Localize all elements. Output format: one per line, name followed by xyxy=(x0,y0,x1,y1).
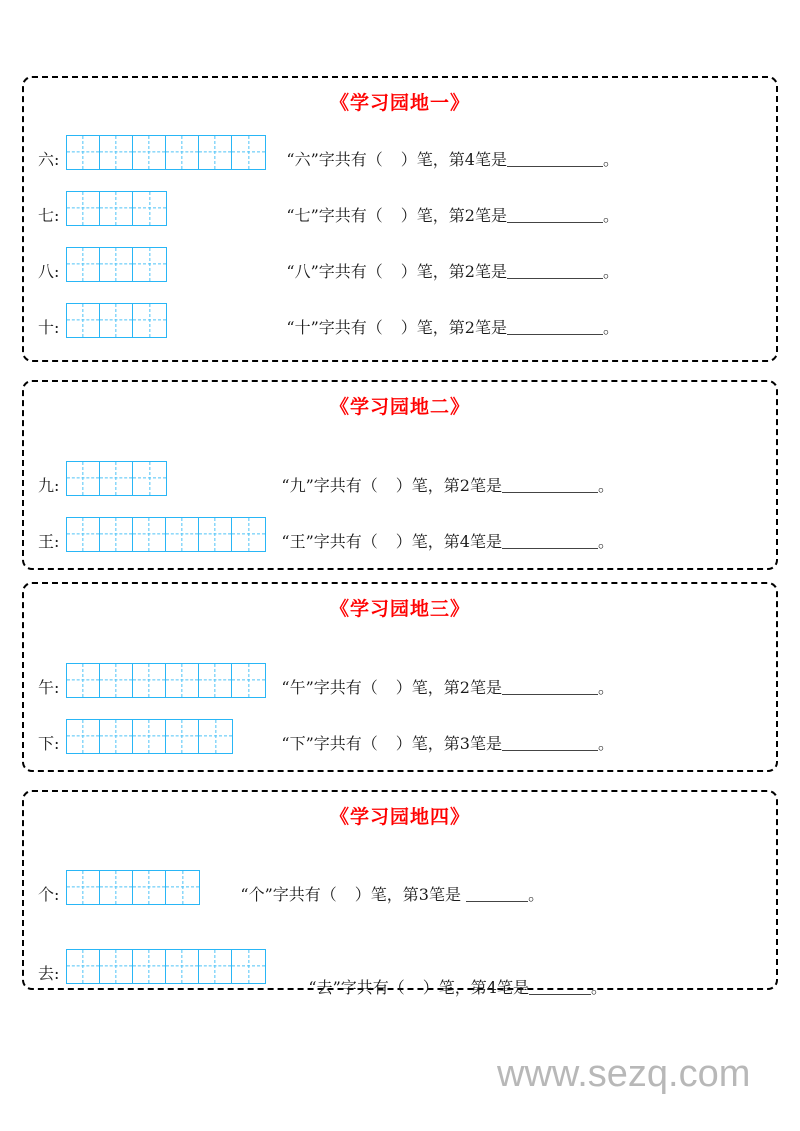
grid-cell xyxy=(67,248,100,281)
grid-cell xyxy=(133,720,166,753)
grid-cell xyxy=(133,518,166,551)
grid-cell xyxy=(67,192,100,225)
row-character-label: 下: xyxy=(38,733,60,753)
grid-cell xyxy=(100,664,133,697)
row-character-label: 去: xyxy=(38,963,60,983)
question-prefix: “个”字共有（ xyxy=(240,884,337,904)
grid-cell xyxy=(166,136,199,169)
grid-cell xyxy=(232,136,265,169)
practice-row xyxy=(24,719,776,754)
question-mid: ）笔，第4笔是 xyxy=(422,977,529,997)
grid-cell xyxy=(199,950,232,983)
practice-row xyxy=(24,135,776,170)
tianzige-grid xyxy=(66,870,200,905)
practice-row xyxy=(24,461,776,496)
question-sentence xyxy=(281,733,614,754)
row-character-label: 六: xyxy=(38,149,60,169)
grid-cell xyxy=(166,950,199,983)
grid-cell xyxy=(100,192,133,225)
question-suffix: 。 xyxy=(597,475,614,495)
practice-row xyxy=(24,247,776,282)
answer-blank[interactable] xyxy=(502,750,598,751)
row-character-label: 个: xyxy=(38,884,60,904)
grid-cell xyxy=(166,664,199,697)
grid-cell xyxy=(199,720,232,753)
question-mid: ）笔，第4笔是 xyxy=(400,149,507,169)
grid-cell xyxy=(67,518,100,551)
question-mid: ）笔，第3笔是 xyxy=(395,733,502,753)
grid-cell xyxy=(133,664,166,697)
section-xuexi-yuandi-2 xyxy=(22,380,778,570)
grid-cell xyxy=(133,304,166,337)
answer-blank[interactable] xyxy=(502,492,598,493)
tianzige-grid xyxy=(66,303,167,338)
answer-blank[interactable] xyxy=(529,994,591,995)
practice-row xyxy=(24,303,776,338)
grid-cell xyxy=(166,518,199,551)
question-sentence xyxy=(281,677,614,698)
question-sentence xyxy=(286,205,619,226)
question-prefix: “九”字共有（ xyxy=(281,475,378,495)
tianzige-grid xyxy=(66,663,266,698)
site-watermark: www.sezq.com xyxy=(497,1053,751,1095)
question-mid: ）笔，第2笔是 xyxy=(400,205,507,225)
grid-cell xyxy=(100,248,133,281)
question-prefix: “下”字共有（ xyxy=(281,733,378,753)
grid-cell xyxy=(199,664,232,697)
question-suffix: 。 xyxy=(602,261,619,281)
question-suffix: 。 xyxy=(597,531,614,551)
question-suffix: 。 xyxy=(602,149,619,169)
question-suffix: 。 xyxy=(597,677,614,697)
grid-cell xyxy=(67,871,100,904)
question-sentence xyxy=(286,261,619,282)
grid-cell xyxy=(67,664,100,697)
grid-cell xyxy=(67,462,100,495)
row-character-label: 七: xyxy=(38,205,60,225)
question-mid: ）笔，第2笔是 xyxy=(400,261,507,281)
row-character-label: 王: xyxy=(38,531,60,551)
grid-cell xyxy=(133,248,166,281)
grid-cell xyxy=(133,950,166,983)
section-title: 《学习园地一》 xyxy=(329,92,470,114)
section-xuexi-yuandi-4 xyxy=(22,790,778,997)
question-prefix: “王”字共有（ xyxy=(281,531,378,551)
grid-cell xyxy=(100,950,133,983)
question-suffix: 。 xyxy=(528,884,545,904)
row-character-label: 午: xyxy=(38,677,60,697)
grid-cell xyxy=(199,518,232,551)
row-character-label: 八: xyxy=(38,261,60,281)
answer-blank[interactable] xyxy=(507,222,603,223)
question-mid: ）笔，第2笔是 xyxy=(395,677,502,697)
grid-cell xyxy=(232,950,265,983)
question-prefix: “十”字共有（ xyxy=(286,317,383,337)
answer-blank[interactable] xyxy=(507,334,603,335)
question-prefix: “去”字共有（ xyxy=(308,977,405,997)
question-suffix: 。 xyxy=(597,733,614,753)
question-sentence xyxy=(240,884,545,905)
practice-row xyxy=(24,191,776,226)
tianzige-grid xyxy=(66,517,266,552)
question-mid: ）笔，第2笔是 xyxy=(400,317,507,337)
grid-cell xyxy=(67,720,100,753)
grid-cell xyxy=(133,462,166,495)
practice-row xyxy=(24,517,776,552)
section-xuexi-yuandi-3 xyxy=(22,582,778,772)
grid-cell xyxy=(166,720,199,753)
practice-row xyxy=(24,949,776,997)
question-mid: ）笔，第3笔是 xyxy=(354,884,461,904)
question-suffix: 。 xyxy=(590,977,607,997)
tianzige-grid xyxy=(66,949,266,984)
grid-cell xyxy=(199,136,232,169)
grid-cell xyxy=(100,720,133,753)
question-sentence xyxy=(286,317,619,338)
question-sentence xyxy=(308,977,607,998)
question-sentence xyxy=(281,475,614,496)
question-prefix: “八”字共有（ xyxy=(286,261,383,281)
grid-cell xyxy=(67,136,100,169)
grid-cell xyxy=(67,950,100,983)
answer-blank[interactable] xyxy=(507,166,603,167)
section-title: 《学习园地四》 xyxy=(329,806,470,828)
grid-cell xyxy=(100,462,133,495)
answer-blank[interactable] xyxy=(502,694,598,695)
grid-cell xyxy=(232,518,265,551)
answer-blank[interactable] xyxy=(502,548,598,549)
grid-cell xyxy=(133,192,166,225)
section-title: 《学习园地三》 xyxy=(329,598,470,620)
section-xuexi-yuandi-1 xyxy=(22,76,778,362)
grid-cell xyxy=(67,304,100,337)
practice-row xyxy=(24,870,776,905)
grid-cell xyxy=(100,871,133,904)
question-sentence xyxy=(286,149,619,170)
question-mid: ）笔，第2笔是 xyxy=(395,475,502,495)
row-character-label: 九: xyxy=(38,475,60,495)
grid-cell xyxy=(133,871,166,904)
grid-cell xyxy=(100,136,133,169)
question-sentence xyxy=(281,531,614,552)
practice-row xyxy=(24,663,776,698)
grid-cell xyxy=(100,518,133,551)
tianzige-grid xyxy=(66,191,167,226)
tianzige-grid xyxy=(66,719,233,754)
tianzige-grid xyxy=(66,135,266,170)
question-prefix: “午”字共有（ xyxy=(281,677,378,697)
question-prefix: “六”字共有（ xyxy=(286,149,383,169)
grid-cell xyxy=(133,136,166,169)
question-suffix: 。 xyxy=(602,205,619,225)
grid-cell xyxy=(232,664,265,697)
question-mid: ）笔，第4笔是 xyxy=(395,531,502,551)
tianzige-grid xyxy=(66,247,167,282)
row-character-label: 十: xyxy=(38,317,60,337)
grid-cell xyxy=(100,304,133,337)
answer-blank[interactable] xyxy=(466,901,528,902)
grid-cell xyxy=(166,871,199,904)
section-title: 《学习园地二》 xyxy=(329,396,470,418)
question-suffix: 。 xyxy=(602,317,619,337)
answer-blank[interactable] xyxy=(507,278,603,279)
question-prefix: “七”字共有（ xyxy=(286,205,383,225)
tianzige-grid xyxy=(66,461,167,496)
